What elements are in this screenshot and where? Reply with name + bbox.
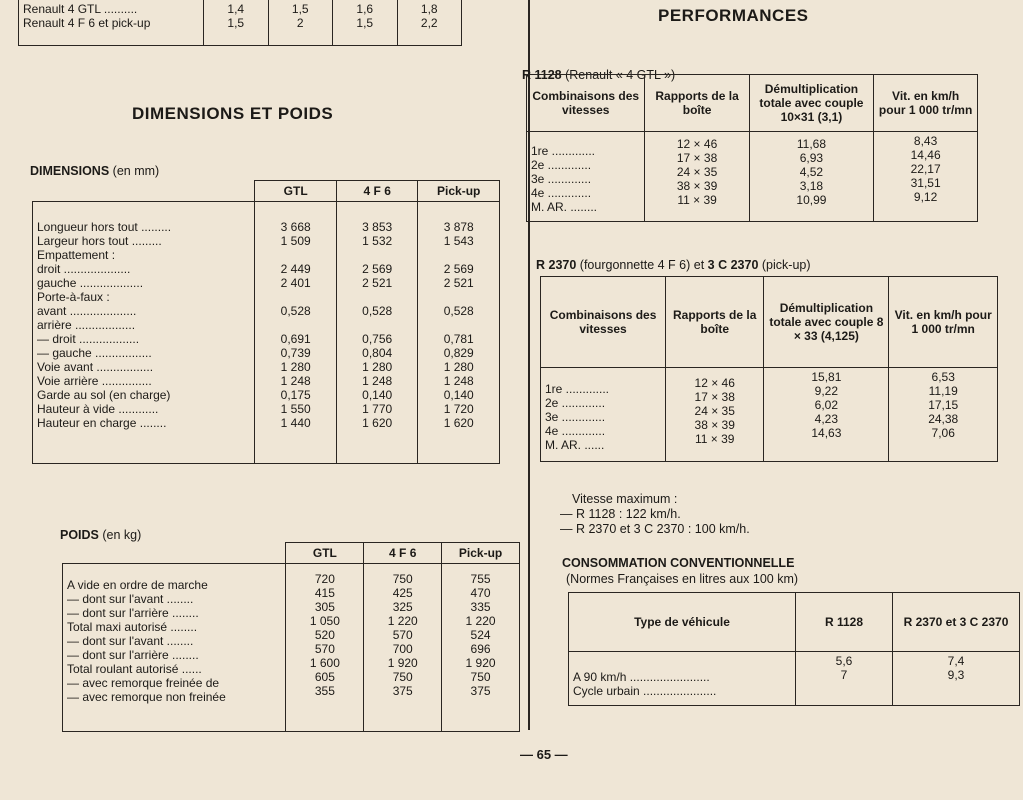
dimensions-subheading [30,164,159,178]
top-labels [19,0,204,46]
top-col-2-line: 2 [296,16,304,30]
dimensions-4f6-values-line [341,318,414,332]
dimensions-4f6-values-line [341,290,414,304]
dimensions-pickup-values-line: 1 543 [443,234,474,248]
dimensions-pickup-values-line: 1 720 [443,402,474,416]
dimensions-4f6-values-line: 0,804 [362,346,393,360]
dimensions-gtl-values-line: 1 550 [280,402,311,416]
dimensions-labels-line: Empattement : [37,248,116,262]
r2370-demult-line: 6,02 [814,398,839,412]
poids-labels-line: — dont sur l'arrière ........ [67,606,199,620]
r2370-demult-line: 14,63 [811,426,842,440]
dimensions-gtl-values-line: 1 440 [280,416,311,430]
r1128-rapports-line: 38 × 39 [676,179,718,193]
consommation-table [568,592,1020,706]
poids-labels [63,564,286,732]
r2370-subheading [536,258,811,272]
poids-gtl-values-line: 520 [314,628,335,642]
r2370-vitesse-line: 11,19 [928,384,958,398]
r2370-model: R 2370 [536,258,577,272]
poids-subheading [60,528,141,542]
poids-pickup-values-line: 696 [470,642,491,656]
r2370-model2: 3 C 2370 [707,258,759,272]
r1128-header-demult: Démultiplication totale avec couple 10×31 (3,1) [749,75,874,132]
top-col-1 [204,0,269,46]
consommation-row-labels-line: Cycle urbain ...................... [573,684,717,698]
top-col-2 [268,0,333,46]
dimensions-gtl-values-line [259,290,332,304]
poids-labels-line: — avec remorque non freinée [67,690,226,704]
dimensions-labels-line: Voie avant ................. [37,360,154,374]
poids-gtl-values-line: 720 [314,572,335,586]
dimensions-labels-line: — droit .................. [37,332,140,346]
consommation-subtitle: (Normes Françaises en litres aux 100 km) [566,572,799,586]
r1128-gears-line: 4e ............. [531,186,592,200]
dimensions-gtl-values-line: 1 280 [280,360,311,374]
poids-4f6-values-line: 700 [392,642,413,656]
r1128-gears-line: M. AR. ........ [531,200,598,214]
dimensions-pickup-values-line [422,248,495,262]
r1128-demult-line: 3,18 [799,179,824,193]
r1128-demult-line: 4,52 [799,165,824,179]
dimensions-pickup-values-line: 0,140 [443,388,474,402]
poids-header-pickup: Pick-up [442,543,520,564]
r2370-gears-line: 4e ............. [545,424,606,438]
r2370-gears-line: 2e ............. [545,396,606,410]
dimensions-header-4f6: 4 F 6 [336,181,418,202]
dimensions-label: DIMENSIONS [30,164,110,178]
r1128-rapports-line: 11 × 39 [677,193,717,207]
r2370-gears-line: 1re ............. [545,382,610,396]
consommation-r1128-values [796,652,893,706]
r1128-demult [749,132,874,222]
dimensions-4f6-values-line: 1 280 [362,360,393,374]
r2370-desc-mid: (fourgonnette 4 F 6) et [579,258,705,272]
poids-4f6-values-line: 1 920 [387,656,418,670]
top-col-4 [397,0,462,46]
poids-4f6-values [364,564,442,732]
poids-gtl-values-line: 570 [314,642,335,656]
dimensions-4f6-values-line: 0,140 [362,388,393,402]
top-labels-line: Renault 4 F 6 et pick-up [23,16,151,30]
poids-4f6-values-line: 570 [392,628,413,642]
dimensions-labels-line: — gauche ................. [37,346,152,360]
r2370-header-rapports: Rapports de la boîte [666,277,764,368]
r1128-vitesse-line: 9,12 [913,190,938,204]
poids-pickup-values-line: 470 [470,586,491,600]
dimensions-gtl-values-line: 2 401 [280,276,311,290]
dimensions-pickup-values-line [422,290,495,304]
poids-table [62,542,520,732]
poids-pickup-values-line: 375 [470,684,491,698]
consommation-r1128-values-line: 7 [840,668,848,682]
r1128-rapports-line: 24 × 35 [676,165,718,179]
dimensions-labels-line: Hauteur en charge ........ [37,416,167,430]
top-col-4-line: 1,8 [420,2,438,16]
dimensions-pickup-values [418,202,500,464]
dimensions-labels-line: arrière .................. [37,318,136,332]
r1128-model: R 1128 [522,68,562,82]
poids-4f6-values-line: 1 220 [387,614,418,628]
poids-gtl-values-line: 355 [314,684,335,698]
page-number: — 65 — [520,747,568,762]
r1128-gears-line: 2e ............. [531,158,592,172]
consommation-header-r2370: R 2370 et 3 C 2370 [893,593,1020,652]
dimensions-4f6-values [336,202,418,464]
r1128-header-rapports: Rapports de la boîte [645,75,749,132]
top-labels-line: Renault 4 GTL .......... [23,2,138,16]
poids-header-4f6: 4 F 6 [364,543,442,564]
poids-labels-line: — dont sur l'avant ........ [67,634,194,648]
r2370-header-demult: Démultiplication totale avec couple 8 × 33 (4,125) [764,277,889,368]
dimensions-gtl-values-line: 2 449 [280,262,311,276]
dimensions-gtl-values-line [259,248,332,262]
vitesse-max-lines-line: — R 1128 : 122 km/h. [560,507,681,521]
r2370-gears-line: M. AR. ...... [545,438,605,452]
poids-labels-line: — avec remorque freinée de [67,676,220,690]
r1128-table [526,74,978,222]
r1128-rapports-line: 12 × 46 [676,137,718,151]
dimensions-pickup-values-line: 1 248 [443,374,474,388]
dimensions-gtl-values-line: 0,691 [280,332,311,346]
dimensions-labels-line: Largeur hors tout ......... [37,234,162,248]
dimensions-4f6-values-line: 0,528 [362,304,393,318]
poids-4f6-values-line: 750 [392,572,413,586]
r1128-gears [527,132,645,222]
dimensions-pickup-values-line: 0,781 [443,332,474,346]
poids-pickup-values-line: 335 [470,600,491,614]
dimensions-4f6-values-line: 1 248 [362,374,393,388]
r2370-vitesse-line: 17,15 [928,398,959,412]
dimensions-4f6-values-line [341,248,414,262]
r2370-rapports-line: 11 × 39 [694,432,735,446]
top-col-3-line: 1,6 [356,2,374,16]
poids-gtl-values-line: 605 [314,670,335,684]
dimensions-pickup-values-line: 0,528 [443,304,474,318]
poids-pickup-values-line: 524 [470,628,491,642]
poids-gtl-values-line: 1 050 [309,614,340,628]
vitesse-max-lines [560,507,750,537]
dimensions-header-gtl: GTL [255,181,337,202]
r2370-header-vitesse: Vit. en km/h pour 1 000 tr/mn [889,277,998,368]
poids-pickup-values-line: 755 [470,572,491,586]
dimensions-gtl-values-line: 1 509 [280,234,311,248]
dimensions-pickup-values-line: 0,829 [443,346,474,360]
poids-header-gtl: GTL [286,543,364,564]
r1128-vitesse-line: 22,17 [910,162,941,176]
dimensions-4f6-values-line: 1 532 [362,234,393,248]
poids-unit: (en kg) [102,528,142,542]
vitesse-max-lines-line: — R 2370 et 3 C 2370 : 100 km/h. [560,522,750,536]
top-partial-table [18,0,462,46]
dimensions-pickup-values-line: 2 521 [443,276,474,290]
dimensions-labels-line: gauche ................... [37,276,144,290]
poids-pickup-values-line: 1 920 [465,656,496,670]
poids-gtl-values-line: 415 [314,586,335,600]
r2370-demult [764,368,889,462]
dimensions-gtl-values-line: 0,528 [280,304,311,318]
poids-labels-line: — dont sur l'arrière ........ [67,648,199,662]
poids-4f6-values-line: 425 [392,586,413,600]
dimensions-table [32,180,500,464]
consommation-r1128-values-line: 5,6 [835,654,853,668]
poids-gtl-values-line: 305 [314,600,335,614]
dimensions-header-pickup: Pick-up [418,181,500,202]
r2370-rapports [666,368,764,462]
dimensions-4f6-values-line: 3 853 [362,220,393,234]
dimensions-gtl-values-line [259,318,332,332]
r1128-rapports [645,132,749,222]
dimensions-labels-line: Porte-à-faux : [37,290,110,304]
dimensions-4f6-values-line: 2 569 [362,262,393,276]
dimensions-pickup-values-line: 1 620 [443,416,474,430]
r1128-demult-line: 6,93 [799,151,824,165]
poids-pickup-values [442,564,520,732]
r1128-desc: (Renault « 4 GTL ») [565,68,676,82]
dimensions-labels-line: droit .................... [37,262,131,276]
r2370-vitesse [889,368,998,462]
dimensions-pickup-values-line: 3 878 [443,220,474,234]
dimensions-4f6-values-line: 1 620 [362,416,393,430]
consommation-r2370-values [893,652,1020,706]
consommation-r2370-values-line: 9,3 [947,668,965,682]
dimensions-gtl-values-line: 0,175 [280,388,311,402]
dimensions-poids-heading: DIMENSIONS ET POIDS [132,104,334,123]
dimensions-labels-line: Hauteur à vide ............ [37,402,159,416]
r1128-gears-line: 1re ............. [531,144,596,158]
r1128-vitesse-line: 14,46 [910,148,941,162]
r2370-rapports-line: 24 × 35 [694,404,735,418]
dimensions-4f6-values-line: 2 521 [362,276,393,290]
top-col-2-line: 1,5 [291,2,309,16]
poids-corner [63,543,286,564]
dimensions-gtl-values-line: 1 248 [280,374,311,388]
dimensions-corner [33,181,255,202]
dimensions-gtl-values [255,202,337,464]
r2370-demult-line: 4,23 [814,412,839,426]
poids-gtl-values-line: 1 600 [309,656,340,670]
top-col-1-line: 1,4 [227,2,245,16]
consommation-r2370-values-line: 7,4 [947,654,965,668]
r2370-header-combinaisons: Combinaisons des vitesses [541,277,666,368]
dimensions-4f6-values-line: 1 770 [362,402,393,416]
r2370-rapports-line: 12 × 46 [694,376,735,390]
consommation-header-type: Type de véhicule [569,593,796,652]
r1128-vitesse-line: 31,51 [910,176,941,190]
r1128-demult-line: 10,99 [796,193,827,207]
r2370-rapports-line: 38 × 39 [694,418,735,432]
dimensions-4f6-values-line: 0,756 [362,332,393,346]
dimensions-labels-line: avant .................... [37,304,137,318]
top-col-1-line: 1,5 [227,16,245,30]
poids-labels-line: Total maxi autorisé ........ [67,620,198,634]
poids-label: POIDS [60,528,99,542]
r2370-gears-line: 3e ............. [545,410,606,424]
r2370-vitesse-line: 6,53 [931,370,955,384]
r2370-desc-end: (pick-up) [761,258,811,272]
top-col-3-line: 1,5 [356,16,374,30]
r1128-header-combinaisons: Combinaisons des vitesses [527,75,645,132]
r2370-demult-line: 15,81 [811,370,842,384]
poids-gtl-values [286,564,364,732]
vitesse-max-title: Vitesse maximum : [572,492,678,506]
poids-4f6-values-line: 325 [392,600,413,614]
performances-heading: PERFORMANCES [658,6,809,25]
r1128-gears-line: 3e ............. [531,172,592,186]
top-col-3 [333,0,398,46]
dimensions-gtl-values-line: 0,739 [280,346,311,360]
r1128-vitesse-line: 8,43 [913,134,938,148]
r2370-table [540,276,998,462]
top-col-4-line: 2,2 [420,16,438,30]
r2370-vitesse-line: 24,38 [928,412,959,426]
poids-4f6-values-line: 375 [392,684,413,698]
dimensions-pickup-values-line: 2 569 [443,262,474,276]
consommation-heading: CONSOMMATION CONVENTIONNELLE [562,556,795,570]
consommation-row-labels [569,652,796,706]
dimensions-labels-line: Longueur hors tout ......... [37,220,172,234]
r2370-rapports-line: 17 × 38 [694,390,735,404]
dimensions-unit: (en mm) [112,164,160,178]
r1128-demult-line: 11,68 [796,137,826,151]
dimensions-pickup-values-line: 1 280 [443,360,474,374]
poids-4f6-values-line: 750 [392,670,413,684]
poids-pickup-values-line: 750 [470,670,491,684]
poids-labels-line: A vide en ordre de marche [67,578,208,592]
dimensions-labels-line: Garde au sol (en charge) [37,388,171,402]
poids-labels-line: — dont sur l'avant ........ [67,592,194,606]
r1128-vitesse [874,132,978,222]
poids-labels-line: Total roulant autorisé ...... [67,662,202,676]
dimensions-labels-line: Voie arrière ............... [37,374,152,388]
r1128-header-vitesse: Vit. en km/h pour 1 000 tr/mn [874,75,978,132]
r2370-vitesse-line: 7,06 [931,426,955,440]
consommation-header-r1128: R 1128 [796,593,893,652]
poids-pickup-values-line: 1 220 [465,614,496,628]
r2370-demult-line: 9,22 [814,384,839,398]
dimensions-pickup-values-line [422,318,495,332]
dimensions-gtl-values-line: 3 668 [280,220,311,234]
dimensions-labels [33,202,255,464]
r2370-gears [541,368,666,462]
consommation-row-labels-line: A 90 km/h ........................ [573,670,710,684]
r1128-rapports-line: 17 × 38 [676,151,718,165]
